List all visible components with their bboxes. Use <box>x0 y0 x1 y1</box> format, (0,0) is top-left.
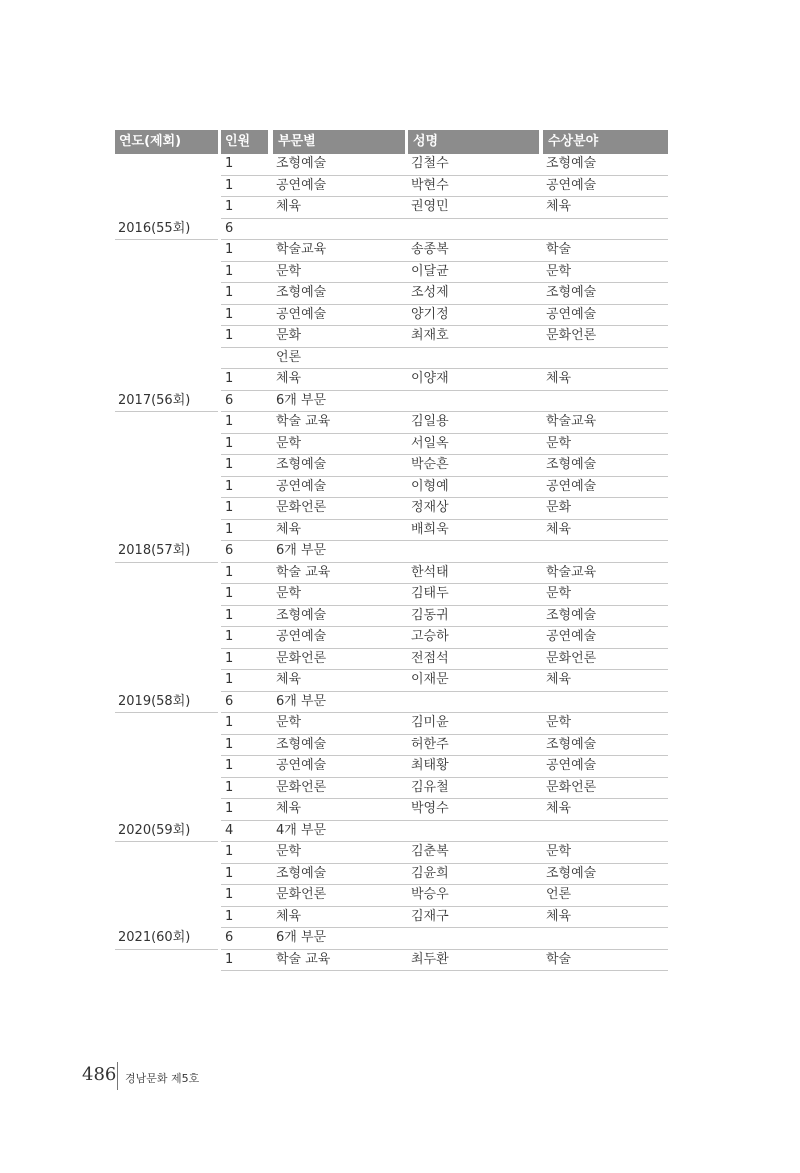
cell-count: 1 <box>221 907 271 929</box>
table-row <box>115 778 668 800</box>
cell-count: 1 <box>221 563 271 585</box>
table-row <box>115 240 668 262</box>
cell-name: 박영수 <box>406 799 541 821</box>
cell-category: 공연예술 <box>271 477 406 499</box>
table-row <box>115 434 668 456</box>
table-row <box>115 326 668 348</box>
cell-count: 1 <box>221 799 271 821</box>
cell-count: 1 <box>221 262 271 284</box>
cell-year <box>115 326 218 348</box>
cell-category: 공연예술 <box>271 176 406 198</box>
cell-count: 6 <box>221 219 271 241</box>
cell-name: 배희욱 <box>406 520 541 542</box>
cell-name: 이달균 <box>406 262 541 284</box>
table-row <box>115 348 668 370</box>
cell-year <box>115 627 218 649</box>
cell-count: 1 <box>221 477 271 499</box>
cell-year: 2017(56회) <box>115 391 218 413</box>
cell-category: 4개 부문 <box>271 821 406 843</box>
cell-award-field: 체육 <box>541 369 668 391</box>
cell-award-field <box>541 219 668 241</box>
cell-category: 6개 부문 <box>271 391 406 413</box>
cell-name <box>406 541 541 563</box>
cell-award-field: 문학 <box>541 262 668 284</box>
table-row <box>115 907 668 929</box>
cell-year <box>115 756 218 778</box>
table-row <box>115 563 668 585</box>
cell-count: 1 <box>221 197 271 219</box>
cell-category: 6개 부문 <box>271 692 406 714</box>
cell-year <box>115 735 218 757</box>
cell-count: 1 <box>221 434 271 456</box>
cell-award-field: 조형예술 <box>541 735 668 757</box>
cell-year <box>115 348 218 370</box>
cell-award-field <box>541 541 668 563</box>
cell-name: 송종복 <box>406 240 541 262</box>
table-row <box>115 154 668 176</box>
cell-category: 문학 <box>271 434 406 456</box>
page-number: 486 <box>82 1064 117 1085</box>
cell-year: 2020(59회) <box>115 821 218 843</box>
cell-award-field <box>541 348 668 370</box>
cell-count: 1 <box>221 412 271 434</box>
cell-count: 1 <box>221 520 271 542</box>
cell-count: 1 <box>221 670 271 692</box>
cell-category: 체육 <box>271 197 406 219</box>
cell-year: 2019(58회) <box>115 692 218 714</box>
cell-award-field <box>541 928 668 950</box>
cell-count: 1 <box>221 326 271 348</box>
cell-count: 1 <box>221 756 271 778</box>
cell-name: 고승하 <box>406 627 541 649</box>
table-row <box>115 864 668 886</box>
cell-count: 1 <box>221 713 271 735</box>
table-row <box>115 369 668 391</box>
cell-name: 김동귀 <box>406 606 541 628</box>
cell-award-field: 학술 <box>541 240 668 262</box>
table-row <box>115 520 668 542</box>
footer-divider <box>117 1062 118 1090</box>
table-row <box>115 885 668 907</box>
cell-name: 김일용 <box>406 412 541 434</box>
cell-count: 1 <box>221 176 271 198</box>
cell-name: 조성제 <box>406 283 541 305</box>
table-row <box>115 756 668 778</box>
cell-category: 공연예술 <box>271 756 406 778</box>
cell-award-field: 체육 <box>541 799 668 821</box>
cell-name: 정재상 <box>406 498 541 520</box>
cell-count: 1 <box>221 154 271 176</box>
cell-award-field: 조형예술 <box>541 864 668 886</box>
cell-year <box>115 907 218 929</box>
cell-name: 김태두 <box>406 584 541 606</box>
cell-award-field: 공연예술 <box>541 305 668 327</box>
cell-award-field: 조형예술 <box>541 154 668 176</box>
cell-award-field <box>541 821 668 843</box>
cell-category: 문학 <box>271 262 406 284</box>
cell-award-field <box>541 692 668 714</box>
cell-name: 김재구 <box>406 907 541 929</box>
cell-name <box>406 928 541 950</box>
table-row <box>115 412 668 434</box>
cell-category <box>271 219 406 241</box>
cell-category: 학술 교육 <box>271 563 406 585</box>
cell-year <box>115 498 218 520</box>
table-row <box>115 649 668 671</box>
header-name: 성명 <box>408 130 539 154</box>
cell-category: 조형예술 <box>271 455 406 477</box>
cell-category: 6개 부문 <box>271 541 406 563</box>
table-row <box>115 842 668 864</box>
table-row <box>115 670 668 692</box>
cell-name <box>406 692 541 714</box>
table-header-row <box>115 130 668 154</box>
cell-award-field: 공연예술 <box>541 477 668 499</box>
cell-count: 6 <box>221 928 271 950</box>
table-row <box>115 950 668 972</box>
cell-year <box>115 563 218 585</box>
cell-count: 6 <box>221 391 271 413</box>
cell-category: 조형예술 <box>271 154 406 176</box>
cell-category: 6개 부문 <box>271 928 406 950</box>
cell-count: 1 <box>221 885 271 907</box>
cell-award-field: 학술교육 <box>541 563 668 585</box>
cell-category: 문화언론 <box>271 498 406 520</box>
cell-year <box>115 197 218 219</box>
cell-category: 공연예술 <box>271 627 406 649</box>
cell-name <box>406 391 541 413</box>
cell-name: 이재문 <box>406 670 541 692</box>
cell-name <box>406 219 541 241</box>
cell-count: 1 <box>221 627 271 649</box>
cell-year <box>115 176 218 198</box>
publication-title: 경남문화 제5호 <box>125 1072 200 1085</box>
table-row <box>115 477 668 499</box>
header-year: 연도(제회) <box>115 130 218 154</box>
cell-category: 학술 교육 <box>271 412 406 434</box>
table-row <box>115 455 668 477</box>
cell-award-field: 공연예술 <box>541 176 668 198</box>
cell-category: 조형예술 <box>271 864 406 886</box>
cell-award-field: 체육 <box>541 520 668 542</box>
cell-year <box>115 713 218 735</box>
cell-name <box>406 821 541 843</box>
table-row <box>115 606 668 628</box>
cell-count: 6 <box>221 541 271 563</box>
cell-category: 체육 <box>271 799 406 821</box>
cell-category: 문화언론 <box>271 649 406 671</box>
table-row <box>115 305 668 327</box>
cell-name: 박순흔 <box>406 455 541 477</box>
cell-category: 조형예술 <box>271 606 406 628</box>
cell-name: 서일옥 <box>406 434 541 456</box>
cell-category: 학술교육 <box>271 240 406 262</box>
cell-category: 언론 <box>271 348 406 370</box>
table-body <box>115 154 668 971</box>
cell-year <box>115 283 218 305</box>
cell-year <box>115 842 218 864</box>
table-row <box>115 627 668 649</box>
cell-award-field: 문학 <box>541 713 668 735</box>
table-row <box>115 928 668 950</box>
cell-category: 체육 <box>271 369 406 391</box>
cell-award-field: 문학 <box>541 842 668 864</box>
cell-year <box>115 520 218 542</box>
cell-award-field: 조형예술 <box>541 606 668 628</box>
table-row <box>115 197 668 219</box>
cell-category: 조형예술 <box>271 283 406 305</box>
cell-name: 김윤희 <box>406 864 541 886</box>
header-award-field: 수상분야 <box>543 130 668 154</box>
cell-count: 1 <box>221 283 271 305</box>
cell-award-field: 조형예술 <box>541 283 668 305</box>
cell-year <box>115 864 218 886</box>
cell-count: 1 <box>221 842 271 864</box>
cell-year <box>115 262 218 284</box>
table-row <box>115 735 668 757</box>
cell-year <box>115 369 218 391</box>
cell-award-field: 문화언론 <box>541 326 668 348</box>
cell-count: 1 <box>221 649 271 671</box>
table-row <box>115 799 668 821</box>
table-row <box>115 262 668 284</box>
cell-year <box>115 240 218 262</box>
cell-category: 학술 교육 <box>271 950 406 972</box>
cell-year <box>115 799 218 821</box>
table-row <box>115 498 668 520</box>
cell-name: 양기정 <box>406 305 541 327</box>
cell-award-field: 문화언론 <box>541 649 668 671</box>
cell-count: 4 <box>221 821 271 843</box>
cell-award-field: 학술 <box>541 950 668 972</box>
cell-award-field: 학술교육 <box>541 412 668 434</box>
cell-year <box>115 885 218 907</box>
header-category: 부문별 <box>273 130 405 154</box>
cell-name: 최재호 <box>406 326 541 348</box>
cell-name: 허한주 <box>406 735 541 757</box>
cell-category: 공연예술 <box>271 305 406 327</box>
cell-count: 1 <box>221 778 271 800</box>
cell-count: 1 <box>221 735 271 757</box>
cell-award-field: 공연예술 <box>541 756 668 778</box>
cell-name: 김유철 <box>406 778 541 800</box>
cell-year <box>115 950 218 972</box>
cell-year <box>115 584 218 606</box>
cell-name: 최태황 <box>406 756 541 778</box>
table-row <box>115 283 668 305</box>
table-row <box>115 821 668 843</box>
table-row <box>115 692 668 714</box>
cell-year <box>115 477 218 499</box>
cell-year <box>115 412 218 434</box>
cell-award-field: 체육 <box>541 907 668 929</box>
cell-award-field: 언론 <box>541 885 668 907</box>
cell-award-field: 체육 <box>541 197 668 219</box>
cell-category: 체육 <box>271 670 406 692</box>
cell-category: 문화 <box>271 326 406 348</box>
cell-name: 전점석 <box>406 649 541 671</box>
cell-name: 김철수 <box>406 154 541 176</box>
cell-year <box>115 154 218 176</box>
cell-category: 문화언론 <box>271 885 406 907</box>
cell-year <box>115 606 218 628</box>
cell-count: 1 <box>221 950 271 972</box>
cell-count <box>221 348 271 370</box>
cell-category: 조형예술 <box>271 735 406 757</box>
cell-count: 1 <box>221 584 271 606</box>
cell-year <box>115 455 218 477</box>
header-count: 인원 <box>221 130 268 154</box>
cell-name: 한석태 <box>406 563 541 585</box>
cell-award-field <box>541 391 668 413</box>
cell-name: 최두환 <box>406 950 541 972</box>
cell-year <box>115 434 218 456</box>
cell-year: 2016(55회) <box>115 219 218 241</box>
cell-name: 권영민 <box>406 197 541 219</box>
cell-award-field: 문학 <box>541 584 668 606</box>
cell-year: 2018(57회) <box>115 541 218 563</box>
cell-name <box>406 348 541 370</box>
cell-award-field: 문학 <box>541 434 668 456</box>
cell-award-field: 문화 <box>541 498 668 520</box>
table-row <box>115 219 668 241</box>
cell-award-field: 체육 <box>541 670 668 692</box>
table-row <box>115 176 668 198</box>
cell-category: 문학 <box>271 713 406 735</box>
table-row <box>115 391 668 413</box>
table-row <box>115 541 668 563</box>
cell-award-field: 조형예술 <box>541 455 668 477</box>
cell-name: 김미윤 <box>406 713 541 735</box>
cell-count: 1 <box>221 369 271 391</box>
cell-year <box>115 649 218 671</box>
cell-year <box>115 778 218 800</box>
awards-table <box>115 130 668 971</box>
cell-category: 체육 <box>271 907 406 929</box>
cell-year <box>115 305 218 327</box>
cell-award-field: 공연예술 <box>541 627 668 649</box>
cell-count: 1 <box>221 240 271 262</box>
cell-name: 박승우 <box>406 885 541 907</box>
cell-count: 1 <box>221 455 271 477</box>
cell-count: 6 <box>221 692 271 714</box>
cell-award-field: 문화언론 <box>541 778 668 800</box>
cell-category: 체육 <box>271 520 406 542</box>
cell-count: 1 <box>221 606 271 628</box>
cell-category: 문화언론 <box>271 778 406 800</box>
cell-name: 박현수 <box>406 176 541 198</box>
cell-count: 1 <box>221 498 271 520</box>
cell-count: 1 <box>221 305 271 327</box>
cell-name: 김춘복 <box>406 842 541 864</box>
cell-name: 이양재 <box>406 369 541 391</box>
cell-name: 이형예 <box>406 477 541 499</box>
table-row <box>115 713 668 735</box>
cell-year <box>115 670 218 692</box>
cell-year: 2021(60회) <box>115 928 218 950</box>
table-row <box>115 584 668 606</box>
cell-count: 1 <box>221 864 271 886</box>
cell-category: 문학 <box>271 842 406 864</box>
cell-category: 문학 <box>271 584 406 606</box>
